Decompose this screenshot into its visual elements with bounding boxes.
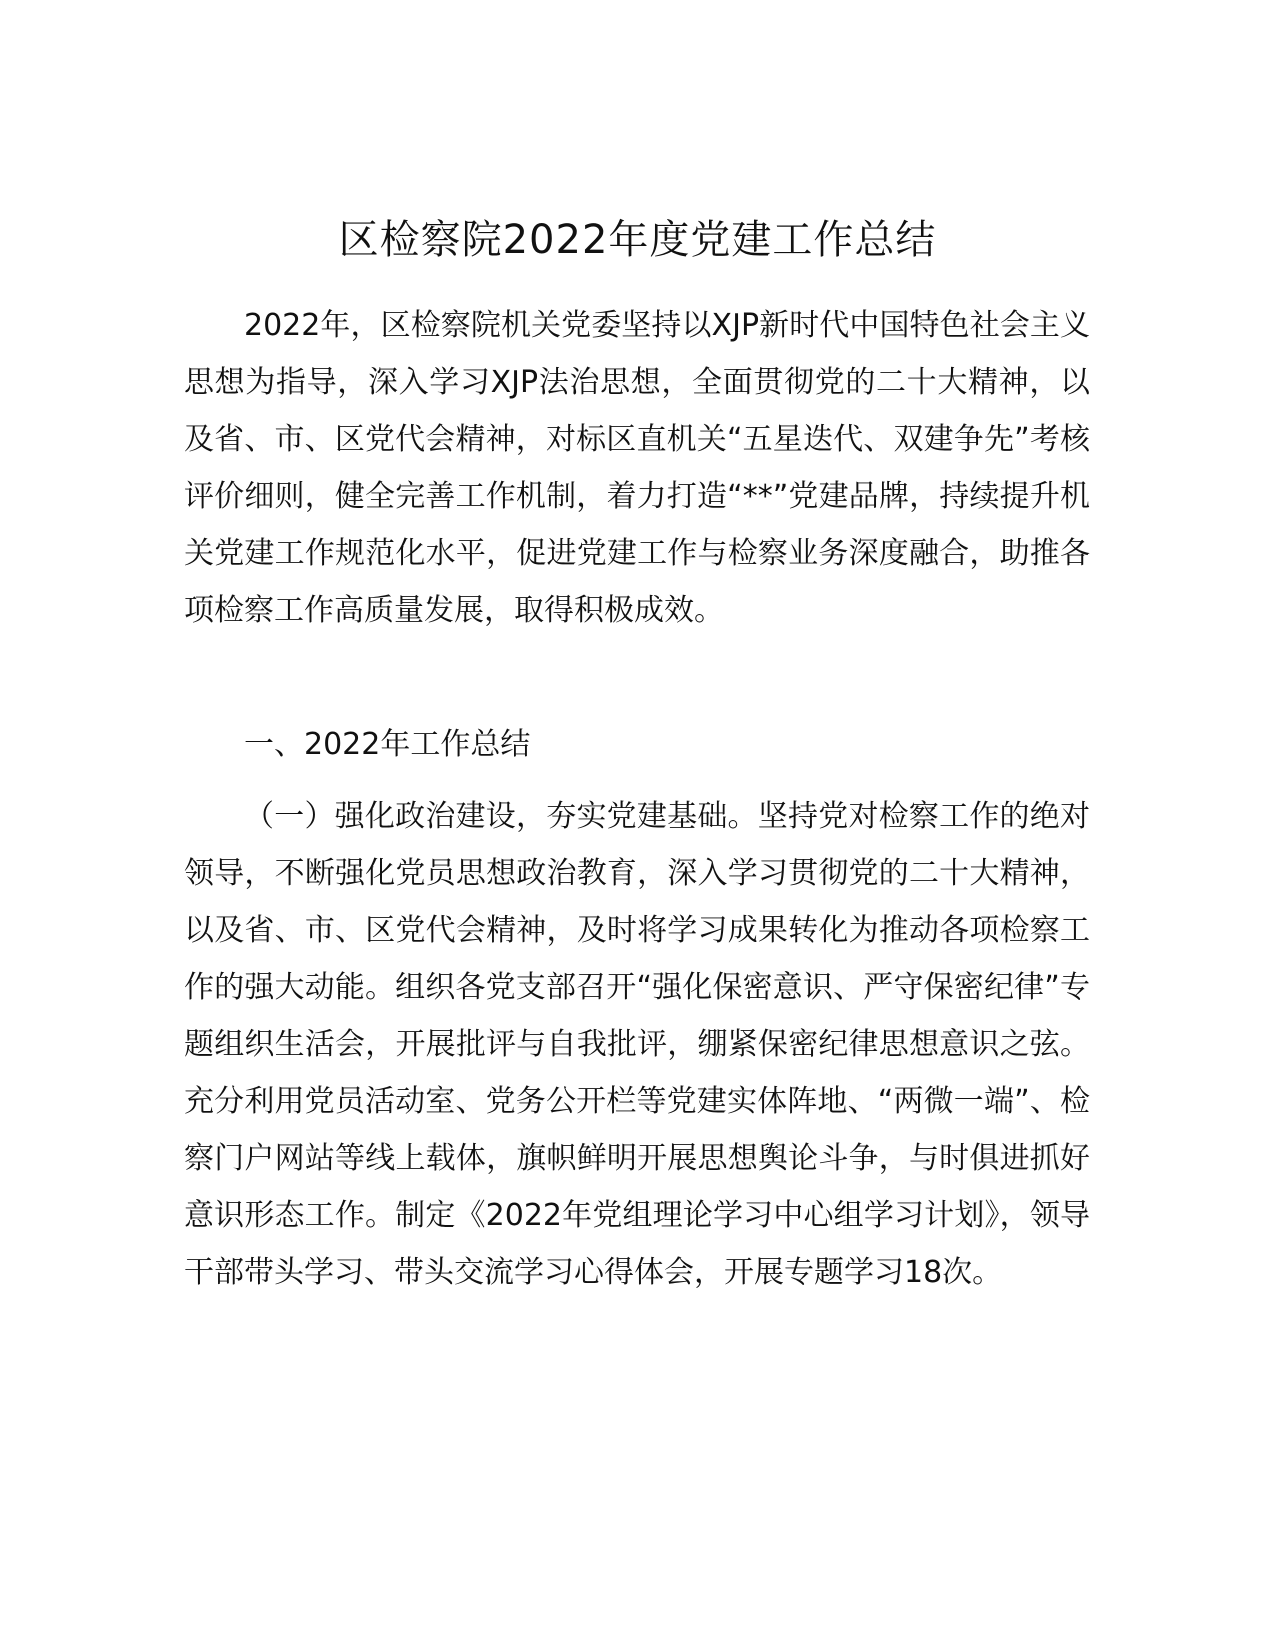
section-paragraph: （一）强化政治建设，夯实党建基础。坚持党对检察工作的绝对领导，不断强化党员思想政治教育，深入学习贯彻党的二十大精神，以及省、市、区党代会精神，及时将学习成果转化为推动各项检察工作的强大动能。组织各党支部召开“强化保密意识、严守保密纪律”专题组织生活会，开展批评与自我批评，绷紧保密纪律思想意识之弦。充分利用党员活动室、党务公开栏等党建实体阵地、“两微一端”、检察门户网站等线上载体，旗帜鲜明开展思想舆论斗争，与时俱进抓好意识形态工作。制定《2022年党组理论学习中心组学习计划》，领导干部带头学习、带头交流学习心得体会，开展专题学习18次。 [184, 799, 1090, 1290]
section-heading: 一、2022年工作总结 [244, 727, 531, 762]
intro-paragraph: 2022年，区检察院机关党委坚持以XJP新时代中国特色社会主义思想为指导，深入学习XJP法治思想，全面贯彻党的二十大精神，以及省、市、区党代会精神，对标区直机关“五星迭代、双建争先”考核评价细则，健全完善工作机制，着力打造“**”党建品牌，持续提升机关党建工作规范化水平，促进党建工作与检察业务深度融合，助推各项检察工作高质量发展，取得积极成效。 [184, 308, 1090, 628]
document-title: 区检察院2022年度党建工作总结 [338, 217, 937, 263]
